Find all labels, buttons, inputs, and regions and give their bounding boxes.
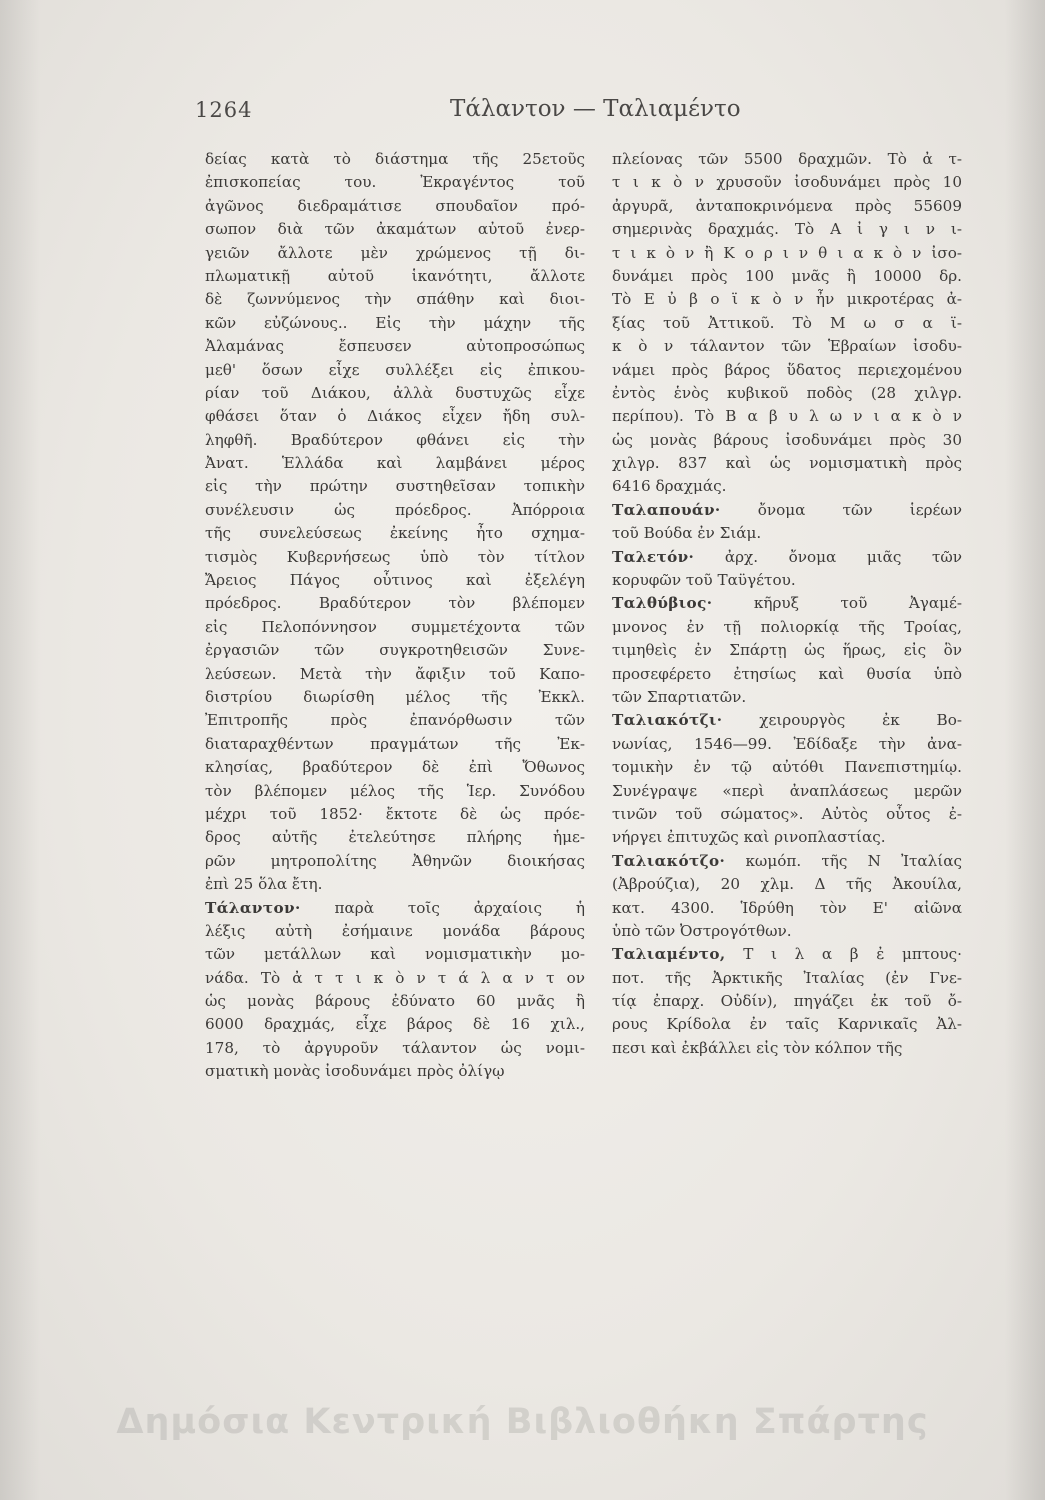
left-column-line: ἐπισκοπείας του. Ἐκραγέντος τοῦ — [205, 173, 585, 192]
left-column-line: εἰς Πελοπόννησον συμμετέχοντα τῶν — [205, 617, 585, 636]
left-column-line: Τάλαντον· παρὰ τοῖς ἀρχαίοις ἡ — [205, 898, 585, 917]
left-edge-shadow — [0, 0, 40, 1500]
right-column-line: τιμηθεὶς ἐν Σπάρτῃ ὡς ἥρως, εἰς ὃν — [612, 641, 962, 660]
left-column-line: λεύσεων. Μετὰ τὴν ἄφιξιν τοῦ Καπο- — [205, 664, 585, 683]
page-number: 1264 — [195, 98, 253, 122]
left-column-line: εἰς τὴν πρώτην συστηθεῖσαν τοπικὴν — [205, 477, 585, 496]
right-column-line: περίπου). Τὸ Β α β υ λ ω ν ι α κ ὸ ν — [612, 407, 962, 426]
left-column-line: λέξις αὐτὴ ἐσήμαινε μονάδα βάρους — [205, 921, 585, 940]
right-column-line: ξίας τοῦ Ἀττικοῦ. Τὸ Μ ω σ α ϊ- — [612, 313, 962, 332]
left-column-line: πρόεδρος. Βραδύτερον τὸν βλέπομεν — [205, 594, 585, 613]
right-column-line: ὑπὸ τῶν Ὀστρογότθων. — [612, 921, 792, 940]
right-column-line: τ ι κ ὸ ν ἢ Κ ο ρ ι ν θ ι α κ ὸ ν ἰσο- — [612, 243, 962, 262]
left-column-line: Ἀλαμάνας ἔσπευσεν αὐτοπροσώπως — [205, 337, 585, 356]
entry-headword: Ταλιακότζο· — [612, 851, 726, 870]
right-text-column — [612, 148, 962, 1060]
left-column-line: Ἐπιτροπῆς πρὸς ἐπανόρθωσιν τῶν — [205, 711, 585, 730]
left-column-line: μεθ' ὅσων εἶχε συλλέξει εἰς ἐπικου- — [205, 360, 585, 379]
right-column-line: τίᾳ ἐπαρχ. Οὐδίν), πηγάζει ἐκ τοῦ ὄ- — [612, 992, 962, 1011]
right-column-line: τοῦ Βούδα ἐν Σιάμ. — [612, 524, 762, 543]
right-column-line: σημερινὰς δραχμάς. Τὸ Α ἰ γ ι ν ι- — [612, 220, 962, 239]
left-column-line: δρος αὐτῆς ἐτελεύτησε πλήρης ἡμε- — [205, 828, 585, 847]
right-column-line: νήργει ἐπιτυχῶς καὶ ρινοπλαστίας. — [612, 828, 886, 847]
left-column-line: Ἀνατ. Ἑλλάδα καὶ λαμβάνει μέρος — [205, 454, 585, 473]
right-column-line: Ταλαπουάν· ὄνομα τῶν ἱερέων — [612, 500, 962, 519]
entry-headword: Ταλθύβιος· — [612, 594, 713, 613]
right-column-line: τινῶν τοῦ σώματος». Αὐτὸς οὗτος ἐ- — [612, 804, 962, 823]
right-column-line: 6416 δραχμάς. — [612, 477, 727, 496]
left-column-line: ληφθῆ. Βραδύτερον φθάνει εἰς τὴν — [205, 430, 585, 449]
left-column-line: τῶν μετάλλων καὶ νομισματικὴν μο- — [205, 945, 585, 964]
right-column-line: κατ. 4300. Ἱδρύθη τὸν Ε' αἰῶνα — [612, 898, 962, 917]
right-column-line: ρους Κρίδολα ἐν ταῖς Καρνικαῖς Ἀλ- — [612, 1015, 962, 1034]
left-column-line: κλησίας, βραδύτερον δὲ ἐπὶ Ὄθωνος — [205, 758, 585, 777]
entry-headword: Ταλιακότζι· — [612, 711, 723, 730]
left-column-line: Ἄρειος Πάγος οὗτινος καὶ ἐξελέγη — [205, 571, 585, 590]
left-column-line: δὲ ζωννύμενος τὴν σπάθην καὶ διοι- — [205, 290, 585, 309]
entry-headword: Ταλαπουάν· — [612, 500, 721, 519]
right-column-line: πλείονας τῶν 5500 δραχμῶν. Τὸ ἀ τ- — [612, 150, 962, 168]
left-column-line: διαταραχθέντων πραγμάτων τῆς Ἐκ- — [205, 734, 585, 753]
right-column-line: Συνέγραψε «περὶ ἀναπλάσεως μερῶν — [612, 781, 962, 800]
left-column-line: φθάσει ὅταν ὁ Διάκος εἶχεν ἤδη συλ- — [205, 407, 585, 426]
left-column-line: τῆς συνελεύσεως ἐκείνης ἦτο σχημα- — [205, 524, 585, 543]
left-column-line: δείας κατὰ τὸ διάστημα τῆς 25ετοῦς — [205, 150, 585, 168]
left-column-line: μέχρι τοῦ 1852· ἔκτοτε δὲ ὡς πρόε- — [205, 804, 585, 823]
right-column-line: ἐντὸς ἑνὸς κυβικοῦ ποδὸς (28 χιλγρ. — [612, 383, 962, 402]
left-column-line: ρίαν τοῦ Διάκου, ἀλλὰ δυστυχῶς εἶχε — [205, 383, 585, 402]
right-column-line: τ ι κ ὸ ν χρυσοῦν ἰσοδυνάμει πρὸς 10 — [612, 173, 962, 192]
right-column-line: χιλγρ. 837 καὶ ὡς νομισματικὴ πρὸς — [612, 454, 962, 473]
entry-headword: Ταλιαμέντο, — [612, 945, 726, 964]
right-column-line: (Ἀβρούζια), 20 χλμ. Δ τῆς Ἀκουίλα, — [612, 875, 962, 894]
left-column-line: νάδα. Τὸ ἀ τ τ ι κ ὸ ν τ ά λ α ν τ ον — [205, 968, 585, 987]
right-column-line: νάμει πρὸς βάρος ὕδατος περιεχομένου — [612, 360, 962, 379]
page-header — [195, 98, 795, 132]
right-column-line: Ταλιακότζο· κωμόπ. τῆς Ν Ἰταλίας — [612, 851, 962, 870]
right-column-line: προσεφέρετο ἐτησίως καὶ θυσία ὑπὸ — [612, 664, 962, 683]
left-column-line: ἐπὶ 25 ὅλα ἔτη. — [205, 875, 323, 894]
left-column-line: συνέλευσιν ὡς πρόεδρος. Ἀπόρροια — [205, 500, 585, 519]
right-column-line: πεσι καὶ ἐκβάλλει εἰς τὸν κόλπον τῆς — [612, 1038, 903, 1057]
left-column-line: 6000 δραχμάς, εἶχε βάρος δὲ 16 χιλ., — [205, 1015, 585, 1034]
right-column-line: κορυφῶν τοῦ Ταϋγέτου. — [612, 571, 796, 590]
left-column-line: κῶν εὐζώνους.. Εἰς τὴν μάχην τῆς — [205, 313, 585, 332]
library-watermark: Δημόσια Κεντρική Βιβλιοθήκη Σπάρτης — [116, 1402, 929, 1442]
left-column-line: διστρίου διωρίσθη μέλος τῆς Ἐκκλ. — [205, 687, 585, 706]
left-column-line: ρῶν μητροπολίτης Ἀθηνῶν διοικήσας — [205, 851, 585, 870]
left-column-line: πλωματικῇ αὐτοῦ ἱκανότητι, ἄλλοτε — [205, 266, 585, 285]
right-column-line: κ ὸ ν τάλαντον τῶν Ἑβραίων ἰσοδυ- — [612, 337, 962, 356]
right-column-line: Ταλιαμέντο, Τ ι λ α β ἐ μπτους· — [612, 945, 962, 964]
entry-headword: Ταλετόν· — [612, 547, 695, 566]
left-column-line: ἐργασιῶν τῶν συγκροτηθεισῶν Συνε- — [205, 641, 585, 660]
left-column-line: σωπον διὰ τῶν ἀκαμάτων αὐτοῦ ἐνερ- — [205, 220, 585, 239]
right-column-line: νωνίας, 1546—99. Ἐδίδαξε τὴν ἀνα- — [612, 734, 962, 753]
right-column-line: τῶν Σπαρτιατῶν. — [612, 687, 747, 706]
left-column-line: τισμὸς Κυβερνήσεως ὑπὸ τὸν τίτλον — [205, 547, 585, 566]
right-column-line: Ταλθύβιος· κῆρυξ τοῦ Ἀγαμέ- — [612, 594, 962, 613]
entry-headword: Τάλαντον· — [205, 898, 301, 917]
right-edge-shadow — [1005, 0, 1045, 1500]
right-column-line: τομικὴν ἐν τῷ αὐτόθι Πανεπιστημίῳ. — [612, 758, 962, 777]
right-column-line: ποτ. τῆς Ἀρκτικῆς Ἰταλίας (ἐν Γνε- — [612, 968, 962, 987]
left-text-column — [205, 148, 585, 1084]
right-column-line: ὡς μονὰς βάρους ἰσοδυνάμει πρὸς 30 — [612, 430, 962, 449]
left-column-line: ἀγῶνος διεδραμάτισε σπουδαῖον πρό- — [205, 196, 585, 215]
right-column-line: ἀργυρᾶ, ἀνταποκρινόμενα πρὸς 55609 — [612, 196, 962, 215]
right-column-line: μνονος ἐν τῇ πολιορκίᾳ τῆς Τροίας, — [612, 617, 962, 636]
left-column-line: 178, τὸ ἀργυροῦν τάλαντον ὡς νομι- — [205, 1038, 585, 1057]
left-column-line: τὸν βλέπομεν μέλος τῆς Ἱερ. Συνόδου — [205, 781, 585, 800]
right-column-line: Ταλιακότζι· χειρουργὸς ἐκ Βο- — [612, 711, 962, 730]
running-title: Τάλαντον — Ταλιαμέντο — [450, 96, 741, 122]
left-column-line: γειῶν ἄλλοτε μὲν χρώμενος τῇ δι- — [205, 243, 585, 262]
right-column-line: Ταλετόν· ἀρχ. ὄνομα μιᾶς τῶν — [612, 547, 962, 566]
right-column-line: Τὸ Ε ὐ β ο ϊ κ ὸ ν ἦν μικροτέρας ἀ- — [612, 290, 962, 309]
left-column-line: ὡς μονὰς βάρους ἐδύνατο 60 μνᾶς ἢ — [205, 992, 585, 1011]
right-column-line: δυνάμει πρὸς 100 μνᾶς ἢ 10000 δρ. — [612, 266, 962, 285]
left-column-line: σματικὴ μονὰς ἰσοδυνάμει πρὸς ὀλίγῳ — [205, 1062, 505, 1081]
